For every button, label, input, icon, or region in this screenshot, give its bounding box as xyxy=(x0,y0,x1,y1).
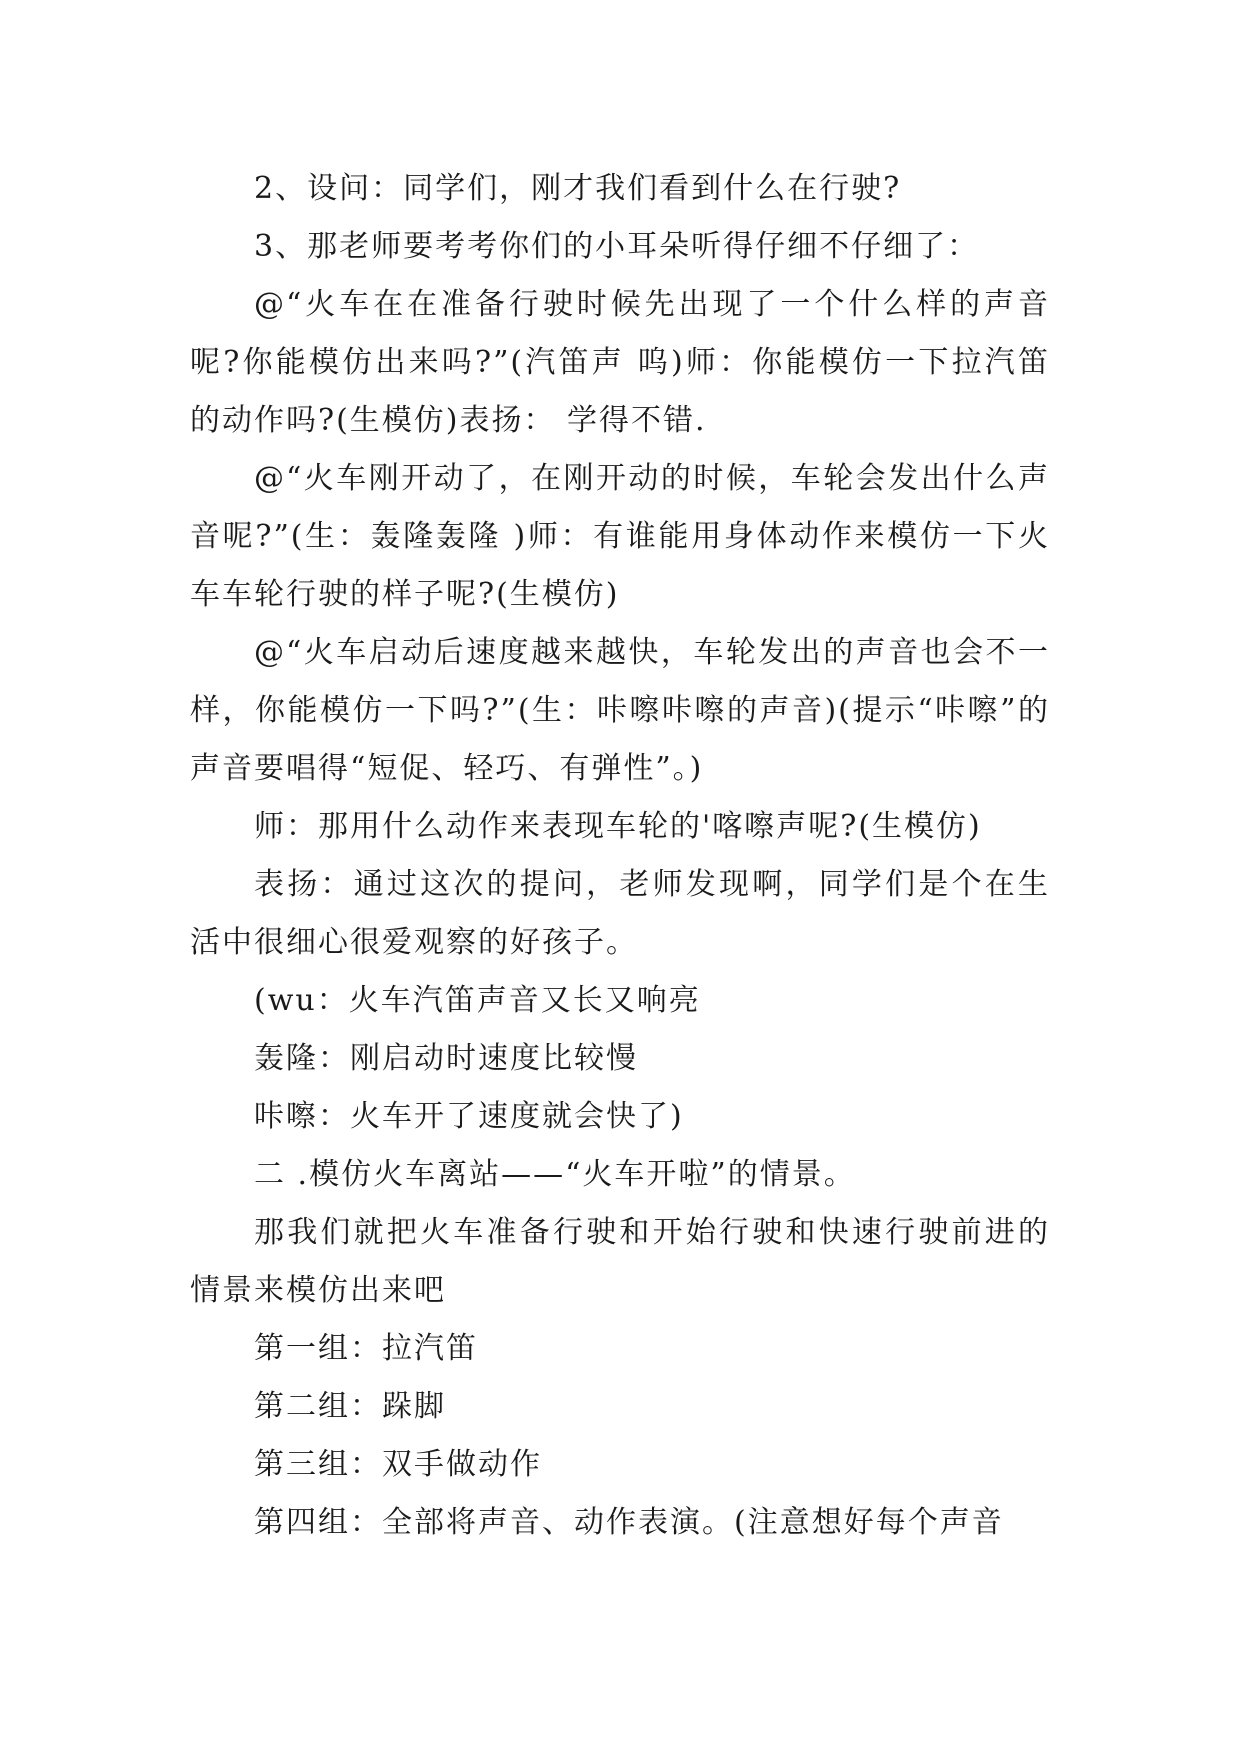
paragraph-praise: 表扬：通过这次的提问，老师发现啊，同学们是个在生活中很细心很爱观察的好孩子。 xyxy=(190,867,1050,960)
document-body xyxy=(190,160,1050,1552)
paragraph-imitate-scene: 那我们就把火车准备行驶和开始行驶和快速行驶前进的情景来模仿出来吧 xyxy=(190,1215,1050,1308)
list-item-group-two: 第二组：跺脚 xyxy=(254,1389,446,1424)
paragraph-note-honglong: 轰隆：刚启动时速度比较慢 xyxy=(254,1041,638,1076)
paragraph-fast-sound: @“火车启动后速度越来越快，车轮发出的声音也会不一样，你能模仿一下吗?”(生：咔嚓咔嚓的声音)(提示“咔嚓”的声音要唱得“短促、轻巧、有弹性”。) xyxy=(190,635,1050,786)
paragraph-question-intro: 2、设问：同学们，刚才我们看到什么在行驶? xyxy=(254,171,902,206)
paragraph-note-kacha: 咔嚓：火车开了速度就会快了) xyxy=(254,1099,684,1134)
paragraph-start-sound: @“火车刚开动了，在刚开动的时候，车轮会发出什么声音呢?”(生：轰隆轰隆 )师：有谁能用身体动作来模仿一下火车车轮行驶的样子呢?(生模仿) xyxy=(190,461,1050,612)
paragraph-note-wu: (wu：火车汽笛声音又长又响亮 xyxy=(254,983,701,1018)
section-heading-departure: 二 .模仿火车离站——“火车开啦”的情景。 xyxy=(254,1157,856,1192)
list-item-group-four: 第四组：全部将声音、动作表演。(注意想好每个声音 xyxy=(254,1505,1004,1540)
list-item-group-one: 第一组：拉汽笛 xyxy=(254,1331,478,1366)
paragraph-listening-test: 3、那老师要考考你们的小耳朵听得仔细不仔细了： xyxy=(254,229,980,264)
list-item-group-three: 第三组：双手做动作 xyxy=(254,1447,542,1482)
paragraph-whistle-sound: @“火车在在准备行驶时候先出现了一个什么样的声音呢?你能模仿出来吗?”(汽笛声 呜)师：你能模仿一下拉汽笛的动作吗?(生模仿)表扬： 学得不错. xyxy=(190,287,1050,438)
paragraph-teacher-action: 师：那用什么动作来表现车轮的'喀嚓声呢?(生模仿) xyxy=(254,809,982,844)
